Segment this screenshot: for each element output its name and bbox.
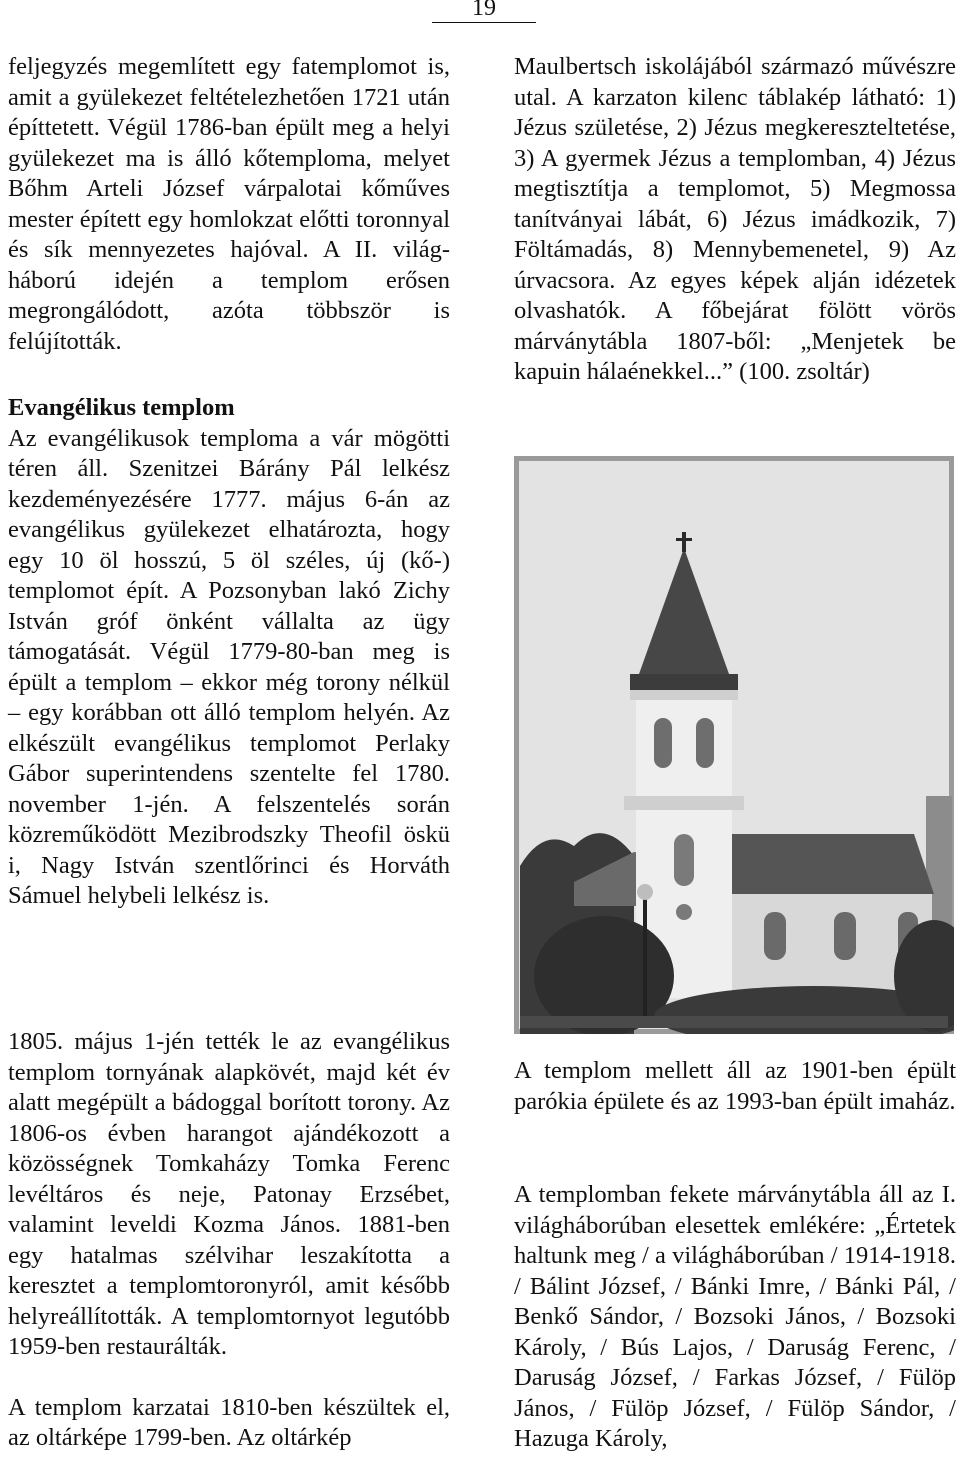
paragraph-memorial: A templomban fekete márványtábla áll az I. világháborúban elesettek emlékére: „Értetek haltunk meg / a világháborúban / 1914-1918. / Bálint József, / Bánki Imre, / Bánki Pál, / Benkő Sándor, / Bozsoki János, / Bozsoki Károly, / Bús Lajos, / Daruság Ferenc, / Daruság József, / Farkas József, / Fülöp János, / Fülöp József, / Fülöp Sándor, / Hazuga Károly, <box>514 1181 956 1452</box>
left-column <box>8 52 450 912</box>
church-illustration <box>514 456 954 1034</box>
paragraph-galleries: A templom karzatai 1810-ben készültek el, az oltárképe 1799-ben. Az oltárkép <box>8 1393 450 1451</box>
right-column-lower <box>514 1180 956 1455</box>
paragraph-history: feljegyzés megemlített egy fatemplomot is, amit a gyülekezet feltételezhetően 1721 után építtetett. Végül 1786-ban épült meg a helyi gyülekezet ma is álló kőtemploma, melyet Bőhm Arteli József várpalotai kőműves mester épített egy homlokzat előtti toronnyal és sík mennyezetes hajóval. A II. világ-háború idején a templom erősen megrongálódott, azóta többször is felújították. <box>8 53 450 355</box>
page-number: 19 <box>472 0 496 21</box>
paragraph-evangelical-church: Az evangélikusok temploma a vár mögötti téren áll. Szenitzei Bárány Pál lelkész kezdeményezésére 1777. május 6-án az evangélikus gyülekezet elhatározta, hogy egy 10 öl hosszú, 5 öl széles, új (kő-) templomot épít. A Pozsonyban lakó Zichy István gróf önként vállalta az ügy támogatását. Végül 1779-80-ban meg is épült a templom – ekkor még torony nélkül – egy korábban ott álló templom helyén. Az elkészült evangélikus templomot Perlaky Gábor superintendens szentelte fel 1780. november 1-jén. A felszentelés során közreműködött Mezibrodszky Theofil öskü i, Nagy István szentlőrinci és Horváth Sámuel helybeli lelkész is. <box>8 424 450 909</box>
paragraph-altarpiece: Maulbertsch iskolájából származó művészre utal. A karzaton kilenc táblakép látható: 1) Jézus születése, 2) Jézus megkereszteltetése, 3) A gyermek Jézus a templomban, 4) Jézus megtisztítja a templomot, 5) Megmossa tanítványai lábát, 6) Jézus imádkozik, 7) Föltámadás, 8) Mennybemenetel, 9) Az úrvacsora. Az egyes képek alján idézetek olvashatók. A főbejárat fölött vörös márványtábla 1807-ből: „Menjetek be kapuin hálaénekkel...” (100. zsoltár) <box>514 53 956 385</box>
paragraph-parish-house: A templom mellett áll az 1901-ben épült parókia épülete és az 1993-ban épült imaház. <box>514 1057 956 1115</box>
section-heading: Evangélikus templom <box>8 394 235 421</box>
left-column-lower <box>8 1027 450 1454</box>
right-column <box>514 52 956 388</box>
church-photo <box>514 456 954 1034</box>
paragraph-tower: 1805. május 1-jén tették le az evangélikus templom tornyának alapkövét, majd két év alatt megépült a bádoggal borított torony. Az 1806-os évben harangot ajándékozott a közösségnek Tomkaházy Tomka Ferenc levéltáros és neje, Patonay Erzsébet, valamint leveldi Kozma János. 1881-ben egy hatalmas szélvihar leszakította a keresztet a templomtoronyról, amit később helyreállították. A templomtornyot legutóbb 1959-ben restaurálták. <box>8 1028 450 1360</box>
page-number-rule <box>432 22 536 23</box>
right-column-caption <box>514 1056 956 1117</box>
